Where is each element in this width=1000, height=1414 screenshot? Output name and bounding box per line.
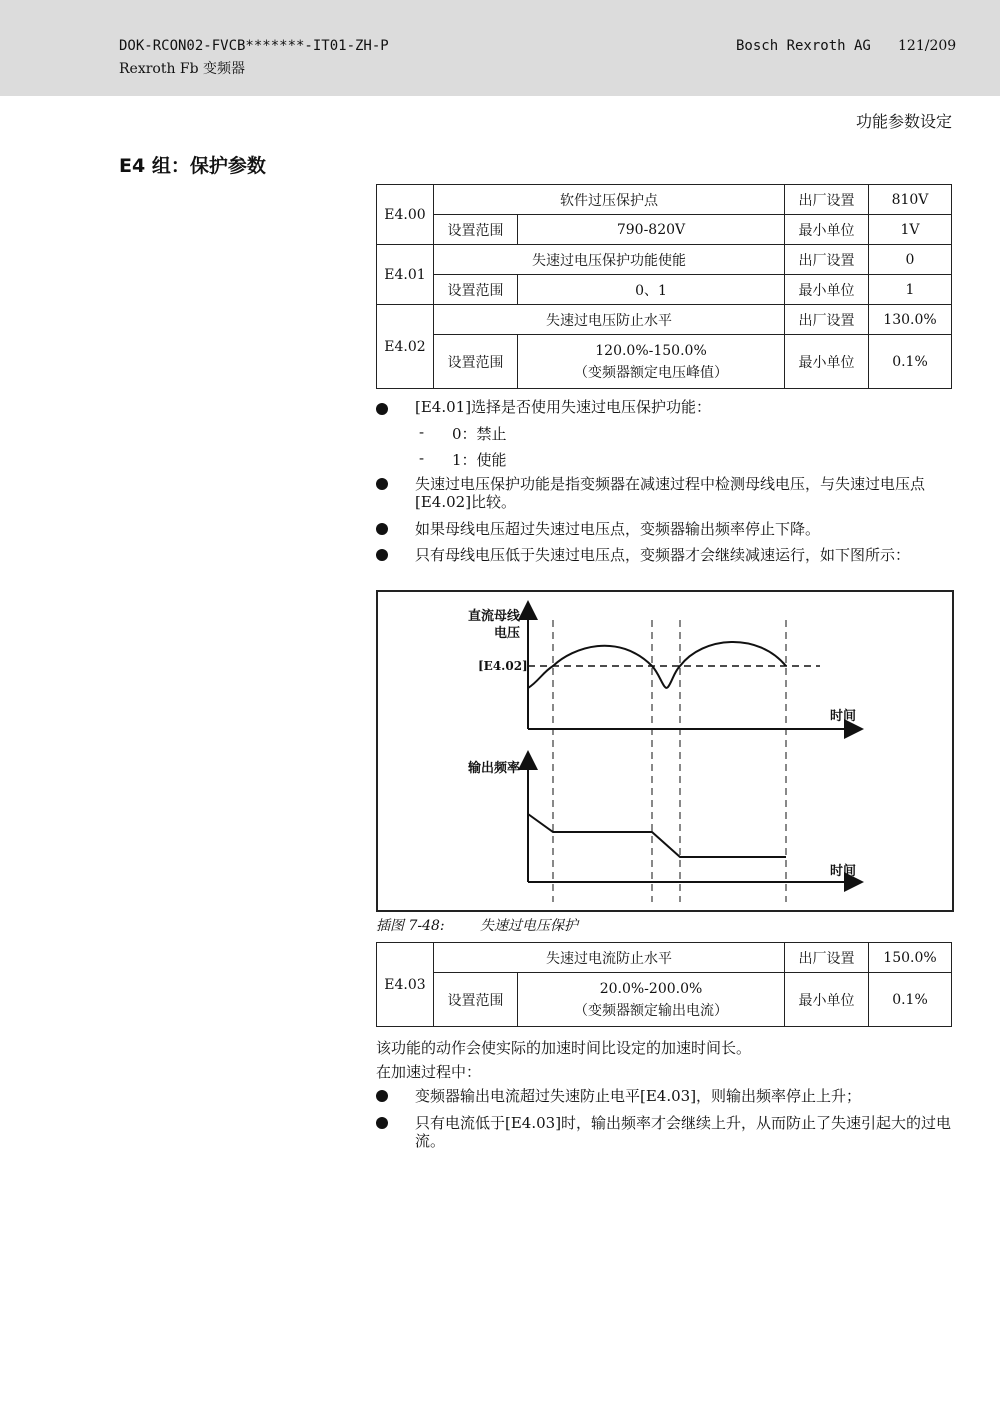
option-item: 0：禁止 — [452, 425, 507, 443]
range-value — [518, 973, 785, 1027]
bullet-dot — [376, 549, 388, 561]
paragraph: 在加速过程中： — [376, 1063, 482, 1081]
bullet-dot — [376, 1090, 388, 1102]
param-code: E4.01 — [377, 245, 434, 305]
param-name: 失速过电流防止水平 — [434, 943, 785, 973]
factory-value: 150.0% — [869, 943, 952, 973]
param-table-e4-03 — [376, 942, 952, 1027]
factory-value: 130.0% — [869, 305, 952, 335]
range-value-note: （变频器额定输出电流） — [574, 1002, 728, 1019]
figure-diagram — [378, 592, 952, 910]
unit-label: 最小单位 — [785, 275, 869, 305]
unit-label: 最小单位 — [785, 973, 869, 1027]
top-ylabel-line1: 直流母线 — [468, 609, 521, 624]
paragraph: 该功能的动作会使实际的加速时间比设定的加速时间长。 — [376, 1039, 752, 1057]
unit-label: 最小单位 — [785, 215, 869, 245]
bullet-text: 变频器输出电流超过失速防止电平[E4.03]，则输出频率停止上升； — [415, 1087, 862, 1105]
unit-value: 1 — [869, 275, 952, 305]
unit-value: 1V — [869, 215, 952, 245]
threshold-label: [E4.02] — [478, 659, 528, 673]
output-frequency-curve — [528, 814, 786, 857]
unit-label: 最小单位 — [785, 335, 869, 389]
product-name: Rexroth Fb 变频器 — [119, 61, 246, 77]
top-xlabel: 时间 — [830, 709, 857, 724]
param-table-e4-00-02 — [376, 184, 952, 389]
bullet-text: [E4.01]选择是否使用失速过电压保护功能： — [415, 398, 712, 416]
bullet-text: 如果母线电压超过失速过电压点，变频器输出频率停止下降。 — [415, 520, 821, 538]
doc-code: DOK-RCON02-FVCB*******-IT01-ZH-P — [119, 38, 389, 54]
bus-voltage-curve — [528, 642, 786, 688]
factory-label: 出厂设置 — [785, 943, 869, 973]
param-code: E4.00 — [377, 185, 434, 245]
company-name: Bosch Rexroth AG — [736, 38, 871, 54]
range-value: 0、1 — [518, 275, 785, 305]
factory-value: 810V — [869, 185, 952, 215]
param-name: 失速过电压防止水平 — [434, 305, 785, 335]
unit-value: 0.1% — [869, 335, 952, 389]
range-value-main: 20.0%-200.0% — [599, 980, 703, 997]
range-label: 设置范围 — [434, 973, 518, 1027]
param-name: 软件过压保护点 — [434, 185, 785, 215]
unit-value: 0.1% — [869, 973, 952, 1027]
stall-overvoltage-figure — [376, 590, 954, 912]
range-value-main: 120.0%-150.0% — [595, 342, 707, 359]
bullet-dot — [376, 478, 388, 490]
dash-mark: - — [419, 449, 425, 467]
bullet-dot — [376, 1117, 388, 1129]
factory-value: 0 — [869, 245, 952, 275]
factory-label: 出厂设置 — [785, 305, 869, 335]
bottom-ylabel: 输出频率 — [468, 761, 521, 776]
range-label: 设置范围 — [434, 335, 518, 389]
page-number: 121/209 — [898, 38, 957, 54]
page-title: E4 组：保护参数 — [119, 155, 266, 177]
range-value-note: （变频器额定电压峰值） — [574, 364, 728, 381]
range-value: 790-820V — [518, 215, 785, 245]
factory-label: 出厂设置 — [785, 185, 869, 215]
option-item: 1：使能 — [452, 451, 507, 469]
caption-text: 失速过电压保护 — [480, 918, 578, 934]
dash-mark: - — [419, 423, 425, 441]
factory-label: 出厂设置 — [785, 245, 869, 275]
page-header — [0, 0, 1000, 96]
bullet-dot — [376, 403, 388, 415]
range-label: 设置范围 — [434, 215, 518, 245]
range-value — [518, 335, 785, 389]
section-label: 功能参数设定 — [855, 112, 952, 131]
figure-caption — [376, 915, 578, 935]
param-code: E4.02 — [377, 305, 434, 389]
bottom-xlabel: 时间 — [830, 864, 857, 879]
caption-number: 插图 7-48: — [376, 918, 445, 934]
bullet-text: 只有电流低于[E4.03]时，输出频率才会继续上升，从而防止了失速引起大的过电流。 — [415, 1114, 952, 1150]
bullet-text: 失速过电压保护功能是指变频器在减速过程中检测母线电压，与失速过电压点[E4.02]比较。 — [415, 475, 926, 511]
top-ylabel-line2: 电压 — [494, 626, 521, 641]
param-name: 失速过电压保护功能使能 — [434, 245, 785, 275]
range-label: 设置范围 — [434, 275, 518, 305]
bullet-dot — [376, 523, 388, 535]
bullet-text: 只有母线电压低于失速过电压点，变频器才会继续减速运行，如下图所示： — [415, 546, 911, 564]
param-code: E4.03 — [377, 943, 434, 1027]
